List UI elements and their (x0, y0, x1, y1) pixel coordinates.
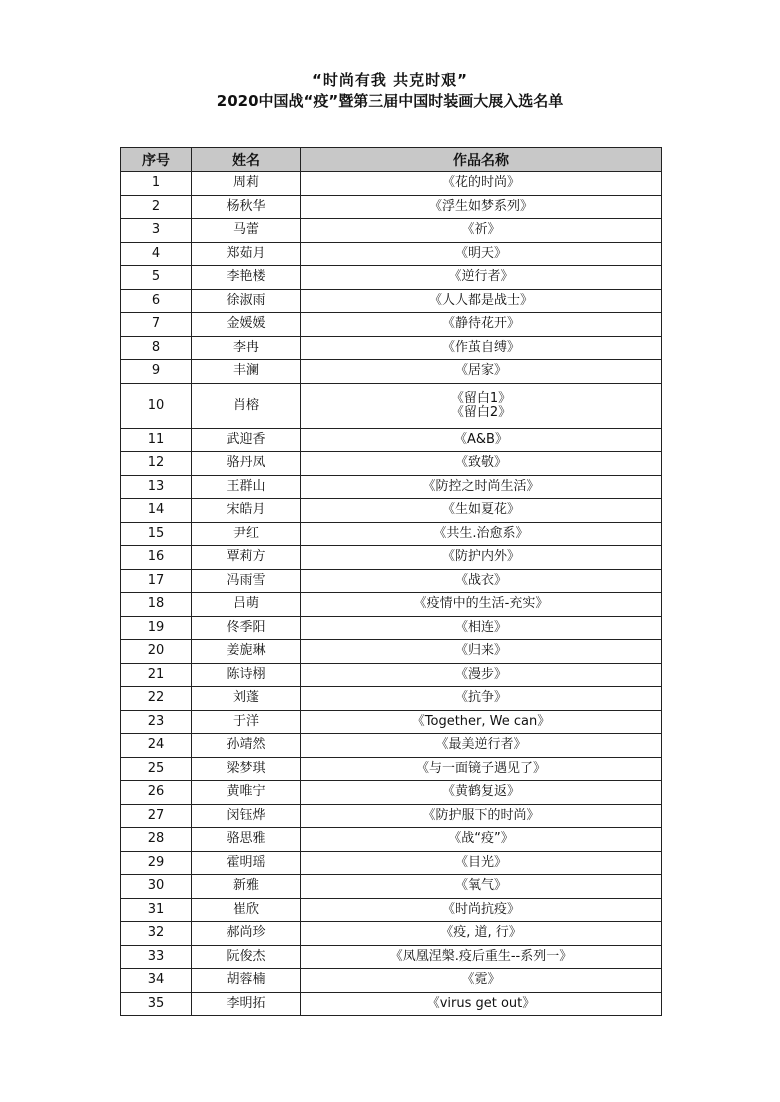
work-title-text: 《战“疫”》 (448, 831, 514, 847)
cell-name: 冯雨雪 (192, 569, 301, 593)
table-row (121, 428, 662, 452)
cell-number: 12 (121, 452, 192, 476)
cell-name: 闵钰烨 (192, 804, 301, 828)
work-title-text: 《人人都是战士》 (428, 292, 533, 308)
cell-name: 徐淑雨 (192, 289, 301, 313)
work-title-text: 《virus get out》 (426, 995, 536, 1011)
cell-number: 19 (121, 616, 192, 640)
work-title-text: 《逆行者》 (448, 269, 514, 285)
cell-number: 26 (121, 781, 192, 805)
cell-work-title (301, 616, 662, 640)
cell-work-title (301, 898, 662, 922)
cell-number: 16 (121, 546, 192, 570)
table-row (121, 266, 662, 290)
cell-work-title (301, 945, 662, 969)
cell-work-title (301, 781, 662, 805)
header-name: 姓名 (192, 148, 301, 172)
work-title-text: 《时尚抗疫》 (441, 901, 520, 917)
cell-work-title (301, 313, 662, 337)
cell-number: 4 (121, 242, 192, 266)
cell-work-title (301, 828, 662, 852)
cell-work-title (301, 195, 662, 219)
cell-name: 李艳楼 (192, 266, 301, 290)
cell-work-title (301, 522, 662, 546)
work-title-text: 《A&B》 (454, 431, 508, 447)
cell-number: 34 (121, 969, 192, 993)
cell-name: 黄唯宁 (192, 781, 301, 805)
table-body (121, 172, 662, 1016)
cell-name: 覃莉方 (192, 546, 301, 570)
cell-number: 22 (121, 687, 192, 711)
table-row (121, 383, 662, 428)
table-row (121, 875, 662, 899)
cell-work-title (301, 266, 662, 290)
table-row (121, 734, 662, 758)
cell-number: 33 (121, 945, 192, 969)
cell-work-title (301, 172, 662, 196)
work-title-text: 《静待花开》 (441, 316, 520, 332)
table-row (121, 569, 662, 593)
cell-number: 5 (121, 266, 192, 290)
work-title-text: 《防护内外》 (441, 549, 520, 565)
cell-work-title (301, 851, 662, 875)
cell-number: 11 (121, 428, 192, 452)
work-title-text: 《抗争》 (454, 690, 507, 706)
header-work-title: 作品名称 (301, 148, 662, 172)
table-row (121, 804, 662, 828)
table-row (121, 898, 662, 922)
cell-number: 24 (121, 734, 192, 758)
work-title-text: 《疫情中的生活-充实》 (413, 596, 549, 612)
cell-work-title (301, 734, 662, 758)
cell-number: 9 (121, 360, 192, 384)
work-title-text: 《明天》 (454, 245, 507, 261)
cell-work-title (301, 475, 662, 499)
cell-number: 32 (121, 922, 192, 946)
cell-name: 周莉 (192, 172, 301, 196)
table-row (121, 195, 662, 219)
work-title-text: 《目光》 (454, 854, 507, 870)
table-row (121, 360, 662, 384)
cell-name: 梁梦琪 (192, 757, 301, 781)
document-title-main: 2020中国战“疫”暨第三届中国时装画大展入选名单 (216, 92, 564, 110)
cell-name: 宋皓月 (192, 499, 301, 523)
cell-name: 金媛媛 (192, 313, 301, 337)
table-row (121, 546, 662, 570)
cell-name: 吕萌 (192, 593, 301, 617)
work-title-text: 《花的时尚》 (441, 175, 520, 191)
cell-work-title (301, 428, 662, 452)
table-row (121, 851, 662, 875)
cell-name: 孙靖然 (192, 734, 301, 758)
header-number: 序号 (121, 148, 192, 172)
cell-number: 21 (121, 663, 192, 687)
cell-name: 阮俊杰 (192, 945, 301, 969)
cell-work-title (301, 452, 662, 476)
cell-number: 28 (121, 828, 192, 852)
cell-work-title (301, 336, 662, 360)
table-row (121, 757, 662, 781)
cell-name: 杨秋华 (192, 195, 301, 219)
table-row (121, 992, 662, 1016)
cell-name: 李冉 (192, 336, 301, 360)
cell-work-title (301, 360, 662, 384)
cell-work-title (301, 593, 662, 617)
work-title-text: 《凤凰涅槃.疫后重生--系列一》 (389, 948, 573, 964)
table-row (121, 313, 662, 337)
cell-number: 7 (121, 313, 192, 337)
cell-name: 霍明瑶 (192, 851, 301, 875)
cell-work-title (301, 804, 662, 828)
work-title-text: 《疫, 道, 行》 (440, 925, 522, 941)
selection-list-table (120, 147, 662, 1016)
table-row (121, 172, 662, 196)
cell-number: 23 (121, 710, 192, 734)
cell-number: 15 (121, 522, 192, 546)
cell-number: 31 (121, 898, 192, 922)
table-row (121, 499, 662, 523)
cell-number: 29 (121, 851, 192, 875)
cell-work-title (301, 499, 662, 523)
table-row (121, 969, 662, 993)
work-title-text: 《黄鹤复返》 (441, 784, 520, 800)
cell-number: 35 (121, 992, 192, 1016)
table-header-row (121, 148, 662, 172)
work-title-text: 《最美逆行者》 (435, 737, 527, 753)
work-title-text: 《与一面镜子遇见了》 (415, 760, 546, 776)
cell-number: 13 (121, 475, 192, 499)
work-title-text: 《相连》 (454, 619, 507, 635)
table-row (121, 710, 662, 734)
cell-name: 尹红 (192, 522, 301, 546)
cell-number: 27 (121, 804, 192, 828)
cell-work-title (301, 242, 662, 266)
cell-work-title (301, 289, 662, 313)
cell-work-title (301, 710, 662, 734)
cell-work-title (301, 969, 662, 993)
document-title-slogan: “时尚有我 共克时艰” (312, 71, 468, 89)
table-row (121, 828, 662, 852)
cell-name: 崔欣 (192, 898, 301, 922)
cell-name: 新雅 (192, 875, 301, 899)
work-title-text: 《留白2》 (450, 404, 512, 420)
cell-name: 骆丹凤 (192, 452, 301, 476)
cell-work-title (301, 663, 662, 687)
work-title-text: 《祈》 (461, 222, 501, 238)
table-row (121, 922, 662, 946)
cell-work-title (301, 219, 662, 243)
table-row (121, 945, 662, 969)
cell-work-title (301, 546, 662, 570)
cell-name: 武迎香 (192, 428, 301, 452)
table-row (121, 687, 662, 711)
cell-work-title (301, 687, 662, 711)
cell-number: 1 (121, 172, 192, 196)
cell-name: 郑茹月 (192, 242, 301, 266)
work-title-text: 《氧气》 (454, 878, 507, 894)
cell-name: 王群山 (192, 475, 301, 499)
cell-number: 2 (121, 195, 192, 219)
cell-work-title (301, 757, 662, 781)
cell-work-title (301, 992, 662, 1016)
table-row (121, 616, 662, 640)
work-title-text: 《作茧自缚》 (441, 339, 520, 355)
cell-work-title (301, 922, 662, 946)
cell-number: 30 (121, 875, 192, 899)
work-title-text: 《共生.治愈系》 (433, 525, 529, 541)
cell-name: 肖榕 (192, 383, 301, 428)
cell-name: 郝尚珍 (192, 922, 301, 946)
work-title-text: 《致敬》 (454, 455, 507, 471)
work-title-text: 《居家》 (454, 363, 507, 379)
work-title-text: 《战衣》 (454, 572, 507, 588)
work-title-text: 《归来》 (454, 643, 507, 659)
cell-number: 20 (121, 640, 192, 664)
table-row (121, 336, 662, 360)
cell-number: 3 (121, 219, 192, 243)
work-title-text: 《防控之时尚生活》 (422, 478, 540, 494)
work-title-text: 《Together, We can》 (411, 713, 551, 729)
cell-number: 17 (121, 569, 192, 593)
cell-name: 刘蓬 (192, 687, 301, 711)
cell-name: 李明拓 (192, 992, 301, 1016)
cell-number: 14 (121, 499, 192, 523)
table-row (121, 640, 662, 664)
table-row (121, 663, 662, 687)
cell-name: 于洋 (192, 710, 301, 734)
table-row (121, 522, 662, 546)
cell-name: 胡蓉楠 (192, 969, 301, 993)
table-row (121, 289, 662, 313)
cell-number: 6 (121, 289, 192, 313)
table-row (121, 452, 662, 476)
table-row (121, 242, 662, 266)
table-row (121, 475, 662, 499)
cell-name: 马蕾 (192, 219, 301, 243)
work-title-text: 《防护服下的时尚》 (422, 807, 540, 823)
work-title-text: 《霓》 (461, 972, 501, 988)
cell-work-title (301, 875, 662, 899)
cell-number: 8 (121, 336, 192, 360)
work-title-text: 《浮生如梦系列》 (428, 198, 533, 214)
table-row (121, 219, 662, 243)
cell-work-title (301, 640, 662, 664)
cell-work-title (301, 569, 662, 593)
work-title-text: 《漫步》 (454, 666, 507, 682)
cell-number: 25 (121, 757, 192, 781)
work-title-text: 《生如夏花》 (441, 502, 520, 518)
cell-name: 姜旎琳 (192, 640, 301, 664)
cell-name: 佟季阳 (192, 616, 301, 640)
cell-work-title (301, 383, 662, 428)
cell-name: 陈诗栩 (192, 663, 301, 687)
table-row (121, 593, 662, 617)
table-row (121, 781, 662, 805)
work-title-text: 《留白1》 (450, 390, 512, 406)
cell-name: 丰澜 (192, 360, 301, 384)
cell-number: 10 (121, 383, 192, 428)
cell-name: 骆思雅 (192, 828, 301, 852)
cell-number: 18 (121, 593, 192, 617)
